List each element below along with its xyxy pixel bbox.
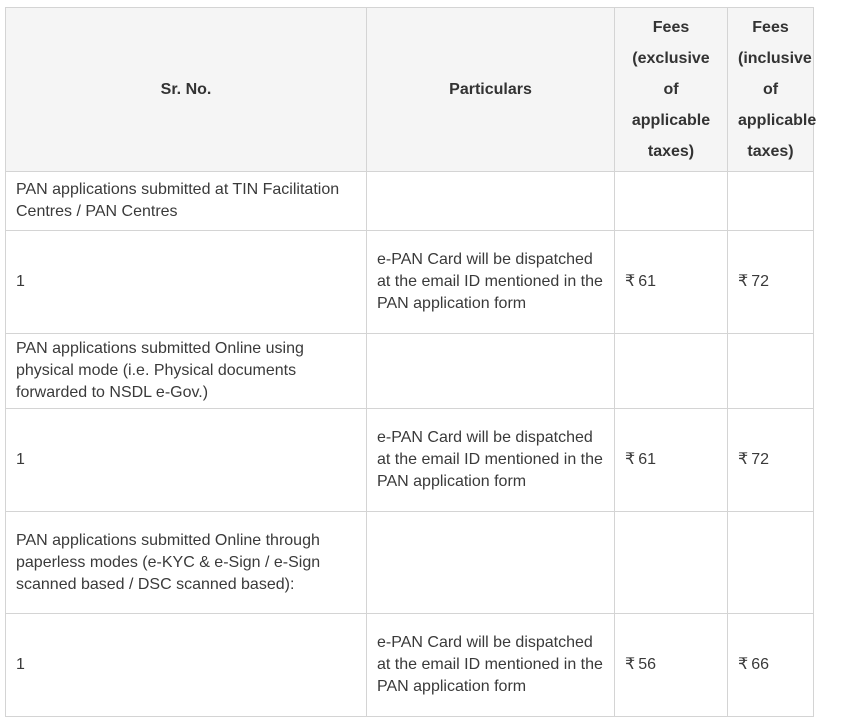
rupee-icon: ₹ <box>625 451 636 468</box>
section-row <box>6 172 814 231</box>
rupee-icon: ₹ <box>625 656 636 673</box>
section-row <box>6 512 814 614</box>
rupee-icon: ₹ <box>738 656 749 673</box>
rupee-icon: ₹ <box>625 273 636 290</box>
fee-exclusive-cell <box>615 409 728 512</box>
header-particulars: Particulars <box>367 8 615 172</box>
fee-inclusive-cell <box>728 409 814 512</box>
header-fees-exclusive <box>615 8 728 172</box>
section-title: PAN applications submitted Online using physical mode (i.e. Physical documents forwarded to NSDL e-Gov.) <box>6 334 367 409</box>
table-row <box>6 231 814 334</box>
pan-fees-table <box>5 7 817 717</box>
rupee-icon: ₹ <box>738 273 749 290</box>
fee-inclusive-cell <box>728 614 814 717</box>
table-row <box>6 409 814 512</box>
header-fees-inclusive-line: taxes) <box>747 143 794 160</box>
fee-exclusive-cell <box>615 614 728 717</box>
sr-no-cell: 1 <box>6 409 367 512</box>
fee-inclusive-cell <box>728 231 814 334</box>
fee-exclusive-value: 61 <box>638 451 656 468</box>
section-title: PAN applications submitted at TIN Facilitation Centres / PAN Centres <box>6 172 367 231</box>
fee-exclusive-cell <box>615 231 728 334</box>
particulars-cell: e-PAN Card will be dispatched at the email ID mentioned in the PAN application form <box>367 231 615 334</box>
fee-inclusive-value: 72 <box>751 451 769 468</box>
empty-cell <box>615 172 728 231</box>
header-fees-exclusive-line: Fees <box>652 19 690 36</box>
table-header-row <box>6 8 814 172</box>
fee-inclusive-value: 72 <box>751 273 769 290</box>
header-fees-inclusive-line: of <box>762 81 779 98</box>
header-fees-inclusive-line: (inclusive <box>738 50 812 67</box>
empty-cell <box>367 512 615 614</box>
table-row <box>6 614 814 717</box>
header-fees-inclusive <box>728 8 817 172</box>
fee-exclusive-value: 61 <box>638 273 656 290</box>
section-row <box>6 334 814 409</box>
empty-cell <box>367 334 615 409</box>
empty-cell <box>728 512 814 614</box>
empty-cell <box>728 172 814 231</box>
header-fees-exclusive-line: taxes) <box>647 143 695 160</box>
header-fees-inclusive-line: applicable <box>738 112 817 129</box>
empty-cell <box>615 334 728 409</box>
rupee-icon: ₹ <box>738 451 749 468</box>
empty-cell <box>367 172 615 231</box>
header-fees-exclusive-line: applicable <box>631 112 711 129</box>
empty-cell <box>615 512 728 614</box>
sr-no-cell: 1 <box>6 614 367 717</box>
header-fees-exclusive-line: (exclusive <box>632 50 710 67</box>
particulars-cell: e-PAN Card will be dispatched at the email ID mentioned in the PAN application form <box>367 614 615 717</box>
empty-cell <box>728 334 814 409</box>
particulars-cell: e-PAN Card will be dispatched at the email ID mentioned in the PAN application form <box>367 409 615 512</box>
fee-exclusive-value: 56 <box>638 656 656 673</box>
sr-no-cell: 1 <box>6 231 367 334</box>
header-fees-exclusive-line: of <box>663 81 679 98</box>
fee-inclusive-value: 66 <box>751 656 769 673</box>
header-sr-no: Sr. No. <box>6 8 367 172</box>
section-title: PAN applications submitted Online through paperless modes (e-KYC & e-Sign / e-Sign scanned based / DSC scanned based): <box>6 512 367 614</box>
header-fees-inclusive-line: Fees <box>752 19 789 36</box>
